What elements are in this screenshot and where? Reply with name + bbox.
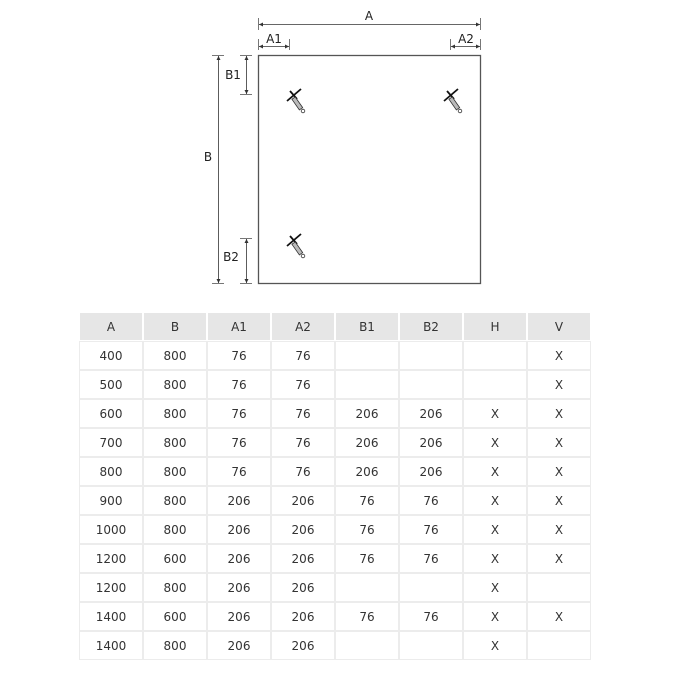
cell-a: 1000 [80, 516, 142, 543]
cell-b: 800 [144, 371, 206, 398]
cell-b2: 76 [400, 487, 462, 514]
dimension-a2 [451, 32, 481, 50]
dimension-b1 [225, 56, 252, 95]
cell-b: 800 [144, 458, 206, 485]
label-b1: B1 [225, 68, 241, 82]
cell-b1: 76 [336, 603, 398, 630]
cell-a1: 76 [208, 371, 270, 398]
cell-h: X [464, 458, 526, 485]
dimension-a1 [259, 32, 290, 50]
header-a1: A1 [208, 313, 270, 340]
table-body [80, 342, 590, 659]
table-row [80, 371, 590, 398]
label-b: B [203, 150, 213, 164]
cell-a1: 206 [208, 487, 270, 514]
table-row [80, 342, 590, 369]
cell-a: 400 [80, 342, 142, 369]
cell-v: X [528, 342, 590, 369]
cell-b2 [400, 371, 462, 398]
cell-h: X [464, 632, 526, 659]
table-row [80, 516, 590, 543]
cell-a2: 206 [272, 603, 334, 630]
table-row [80, 574, 590, 601]
cell-b1 [336, 371, 398, 398]
cell-b: 800 [144, 487, 206, 514]
cell-b2 [400, 342, 462, 369]
cell-b: 800 [144, 400, 206, 427]
cell-a: 800 [80, 458, 142, 485]
cell-b1 [336, 342, 398, 369]
cell-b1: 206 [336, 458, 398, 485]
cell-b2 [400, 574, 462, 601]
cell-a1: 76 [208, 458, 270, 485]
table-row [80, 400, 590, 427]
table-row [80, 545, 590, 572]
cell-a1: 206 [208, 545, 270, 572]
cell-b: 800 [144, 516, 206, 543]
cell-v: X [528, 400, 590, 427]
header-b1: B1 [336, 313, 398, 340]
cell-v: X [528, 371, 590, 398]
cell-h: X [464, 603, 526, 630]
cell-a: 500 [80, 371, 142, 398]
cell-a1: 76 [208, 342, 270, 369]
cell-b1: 206 [336, 429, 398, 456]
table-row [80, 429, 590, 456]
label-a2: A2 [458, 32, 474, 46]
cell-a: 1400 [80, 603, 142, 630]
dimension-b [204, 56, 224, 284]
cell-a2: 206 [272, 516, 334, 543]
cell-v: X [528, 603, 590, 630]
cell-b2: 76 [400, 516, 462, 543]
label-a1: A1 [266, 32, 282, 46]
cell-a1: 206 [208, 574, 270, 601]
cell-b1: 76 [336, 516, 398, 543]
cell-b: 800 [144, 429, 206, 456]
cell-a1: 206 [208, 603, 270, 630]
panel-outline [259, 56, 481, 284]
cell-a2: 76 [272, 458, 334, 485]
header-b: B [144, 313, 206, 340]
cell-h [464, 371, 526, 398]
cell-a2: 76 [272, 429, 334, 456]
cell-a: 1200 [80, 545, 142, 572]
label-b2: B2 [223, 250, 239, 264]
cell-b: 800 [144, 574, 206, 601]
cell-v: X [528, 545, 590, 572]
cell-h [464, 342, 526, 369]
cell-h: X [464, 400, 526, 427]
cell-a: 600 [80, 400, 142, 427]
cell-h: X [464, 545, 526, 572]
cell-a2: 206 [272, 545, 334, 572]
cell-b1 [336, 574, 398, 601]
dimensions-table [78, 311, 592, 661]
header-b2: B2 [400, 313, 462, 340]
cell-b2: 206 [400, 429, 462, 456]
cell-b: 800 [144, 632, 206, 659]
cell-a1: 76 [208, 429, 270, 456]
cell-b1: 76 [336, 545, 398, 572]
table-row [80, 458, 590, 485]
cell-a: 1400 [80, 632, 142, 659]
cell-v: X [528, 487, 590, 514]
cell-b2: 76 [400, 545, 462, 572]
table-row [80, 603, 590, 630]
header-a2: A2 [272, 313, 334, 340]
cell-b: 600 [144, 603, 206, 630]
cell-a: 700 [80, 429, 142, 456]
cell-b: 600 [144, 545, 206, 572]
cell-a2: 206 [272, 632, 334, 659]
cell-b1: 76 [336, 487, 398, 514]
cell-v [528, 632, 590, 659]
dimension-b2 [223, 239, 252, 284]
cell-a2: 76 [272, 400, 334, 427]
label-a: A [364, 9, 374, 23]
cell-a2: 76 [272, 342, 334, 369]
header-h: H [464, 313, 526, 340]
cell-b2: 76 [400, 603, 462, 630]
cell-b2 [400, 632, 462, 659]
cell-v: X [528, 429, 590, 456]
cell-a2: 76 [272, 371, 334, 398]
cell-b1 [336, 632, 398, 659]
cell-b2: 206 [400, 400, 462, 427]
cell-b2: 206 [400, 458, 462, 485]
cell-a1: 76 [208, 400, 270, 427]
cell-v: X [528, 516, 590, 543]
header-a: A [80, 313, 142, 340]
table-row [80, 632, 590, 659]
cell-a2: 206 [272, 574, 334, 601]
cell-v: X [528, 458, 590, 485]
cell-b: 800 [144, 342, 206, 369]
cell-h: X [464, 487, 526, 514]
table-row [80, 487, 590, 514]
cell-a: 1200 [80, 574, 142, 601]
header-v: V [528, 313, 590, 340]
cell-a1: 206 [208, 632, 270, 659]
dimension-a [259, 9, 481, 30]
table-header-row [80, 313, 590, 340]
cell-h: X [464, 429, 526, 456]
cell-b1: 206 [336, 400, 398, 427]
mounting-diagram [0, 0, 700, 300]
cell-v [528, 574, 590, 601]
cell-h: X [464, 574, 526, 601]
cell-h: X [464, 516, 526, 543]
cell-a: 900 [80, 487, 142, 514]
cell-a1: 206 [208, 516, 270, 543]
cell-a2: 206 [272, 487, 334, 514]
